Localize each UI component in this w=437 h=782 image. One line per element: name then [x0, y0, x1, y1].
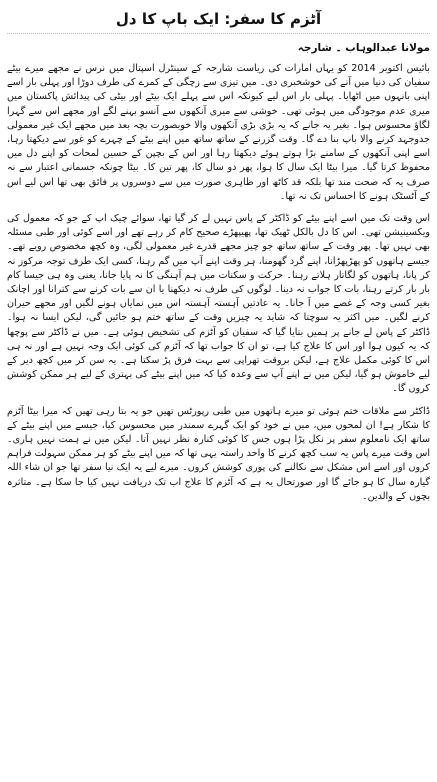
article-title: آٹزم کا سفر: ایک باپ کا دل: [7, 8, 430, 34]
article-paragraph-1: بائیس اکتوبر 2014 کو یہاں امارات کی ریاست شارجہ کے سینٹرل اسپتال میں نرس نے مجھے میرے بیٹے سفیان کی دنیا میں آنے کی خوشخبری دی۔ میں تیزی سے زچگی کے کمرے کی طرف دوڑا اور پہلی بار اسے اپنی بانہوں میں اٹھایا۔ پہلی بار اس لیے کیونکہ اس سے پہلے ایک بیٹے اور بیٹی کی پیدائش پاکستان میں میری عدم موجودگی میں ہوئی تھی۔ خوشی سے میری آنکھوں سے آنسو بہنے لگے اور مجھے اس سے گہرا لگاؤ محسوس ہوا۔ بغیر یہ جانے کہ یہ بڑی بڑی آنکھوں والا خوبصورت بچہ بعد میں مجھے ایک غیر معمولی جدوجہد کرنے والا باپ بنا دے گا۔ وقت گزرنے کے ساتھ ساتھ میں اپنے بیٹے کے چہرے کو غور سے دیکھتا رہا، اسے اپنی آنکھوں کے سامنے بڑا ہوتے ہوئے دیکھتا رہا اور اس کے بچپن کے حسین لمحات کو اپنے دل میں محفوظ کرتا گیا۔ میرا بیٹا ایک سال کا ہوا، پھر دو سال کا، پھر تین کا۔ بیٹا چونکہ جسمانی اعتبار سے نہ صرف یہ کہ صحت مند تھا بلکہ قد کاٹھ اور ظاہری صورت میں سے دوسروں پر فائق بھی تھا اس لیے اس کے آٹسٹک ہونے کا احساس تک نہ تھا۔: [7, 63, 430, 202]
article-paragraph-3: ڈاکٹر سے ملاقات ختم ہوئی تو میرے ہاتھوں میں طبی رپورٹس تھیں جو یہ بتا رہی تھیں کہ میرا بیٹا آٹزم کا شکار ہے! ان لمحوں میں، میں نے خود کو ایک گہرے سمندر میں محسوس کیا، جیسے میں اپنے بیٹے کے ساتھ ایک نامعلوم سفر پر نکل پڑا ہوں جس کا کوئی کنارہ نظر نہیں آتا۔ لیکن میں نے ہمت نہیں ہاری۔ اس وقت میرے پاس یہ سب کچھ کرنے کا واحد راستہ یہی تھا کہ میں اپنے بیٹے کو ہر ممکن سہولت فراہم کروں اور اسے اس مشکل سے نکالنے کی پوری کوشش کروں۔ میرے لیے یہ ایک نیا سفر تھا جو ان شاء اللہ گیارہ سال کا ہو جائے گا اور صورتحال یہ ہے کہ آٹزم کا علاج اب تک دریافت نہیں کیا جا سکا ہے۔ متاثرہ بچوں کے والدین۔: [7, 405, 430, 502]
article-byline: مولانا عبدالوہاب ۔ شارجہ: [297, 42, 430, 54]
article-paragraph-2: اس وقت تک میں اسے اپنے بیٹے کو ڈاکٹر کے پاس نہیں لے کر گیا تھا، سوائے چیک اپ کے جو کہ معمول کی ویکسینیشن تھی۔ اس کا دل بالکل ٹھیک تھا، پھیپھڑے صحیح کام کر رہے تھے اور اسے کوئی اور طبی مسئلہ بھی نہیں تھا۔ پھر وقت کے ساتھ ساتھ جو چیز مجھے قدرے غیر معمولی لگی، وہ کچھ مخصوص رویے تھے۔ جیسے ہاتھوں کو پھڑپھڑانا، اپنے گرد گھومنا، ہر وقت اپنے آپ میں گم رہنا، کسی ایک طرف توجہ مرکوز نہ کر پانا، ہاتھوں کو لگاتار ہلاتے رہنا۔ حرکت و سکنات میں ہم آہنگی کا نہ پایا جانا، یعنی وہ ہی جیسا کام بار بار کرتے رہنا، بات کا جواب نہ دینا۔ لوگوں کی طرف نہ دیکھنا یا ان سے بات کرنے سے کترانا اور اچانک بغیر کسی وجہ کے غصے میں آ جانا۔ یہ عادتیں آہستہ آہستہ اس میں نمایاں ہونے لگیں اور مجھے حیران کرنے لگیں۔ میں اکثر یہ سوچتا کہ شاید یہ چیزیں وقت کے ساتھ ختم ہو جائیں گی، لیکن ایسا نہ ہوا۔ ڈاکٹر کے پاس لے جانے پر ہمیں بتایا گیا کہ سفیان کو آٹزم کی تشخیص ہوئی ہے۔ میں نے ڈاکٹر سے پوچھا کہ یہ کیوں ہوا اور اس کا علاج کیا ہے، تو ان کا جواب تھا کہ آٹزم کی کوئی ایک وجہ نہیں ہے اور نہ ہی اس کا کوئی مکمل علاج ہے، لیکن بروقت تھراپی سے بہت فرق پڑ سکتا ہے۔ یہ سن کر میں کچھ دیر کے لیے خاموش ہو گیا، لیکن میں نے اپنے آپ سے وعدہ کیا کہ میں اپنے بیٹے کی بہتری کے لیے ہر ممکن کوشش کروں گا۔: [7, 213, 430, 395]
